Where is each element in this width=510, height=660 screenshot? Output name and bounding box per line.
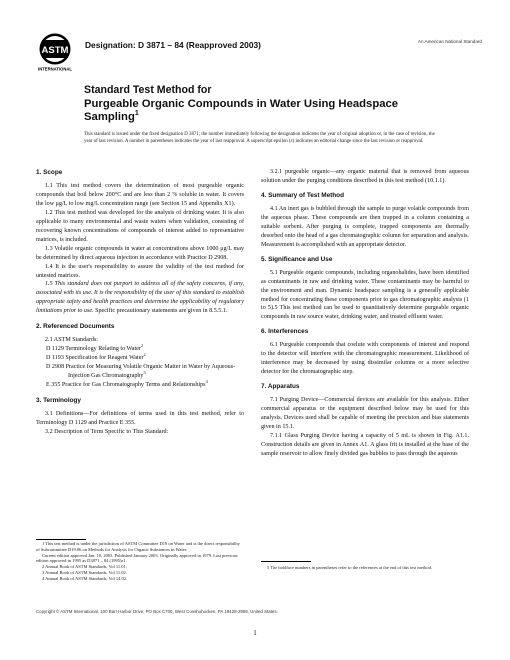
page-number: 1 — [253, 629, 257, 637]
paragraph-3-2: 3.2 Description of Term Specific to This Standard: — [45, 428, 169, 435]
section-heading-significance: 5. Significance and Use — [261, 255, 333, 263]
ref-text: E 355 Practice for Gas Chromatography Terms and Relationships — [46, 382, 206, 389]
footnotes-right — [261, 565, 469, 571]
section-heading-scope: 1. Scope — [36, 169, 63, 176]
ref-text: D 1193 Specification for Reagent Water — [46, 355, 144, 362]
footnote-4: 4 Annual Book of ASTM Standards, Vol 14.02. — [42, 575, 128, 581]
right-column — [261, 168, 469, 459]
ref-text: D 1129 Terminology Relating to Water — [46, 346, 141, 353]
paragraph-1-2: 1.2 This test method was developed for the analysis of drinking water. It is also applicable to many environmental and waste waters when validation, consisting of recovering known concentrations of compounds of interest added to representative matrices, is included. — [36, 209, 244, 243]
logo-subtext: INTERNATIONAL — [38, 66, 72, 72]
footnote-1b: Current edition approved Jan. 10, 2003. Published January 2003. Originally approved in 1979. Last previous edition approved in 1995 as D3871 – 84 (1995)ε1. — [36, 552, 238, 564]
ref-item — [36, 363, 244, 381]
safety-statement: 1.5 This standard does not purport to address all of the safety concerns, if any, associated with its use. It is the responsibility of the user of this standard to establish appropriate safety and health practices and determine the applicability of regulatory limitations prior to use. — [36, 281, 244, 315]
paragraph-1-3: 1.3 Volatile organic compounds in water at concentrations above 1000 μg/L may be determined by direct aqueous injection in accordance with Practice D 2908. — [36, 245, 244, 261]
footnote-divider-left — [36, 539, 86, 540]
paragraph-4-1: 4.1 An inert gas is bubbled through the sample to purge volatile compounds from the aqueous phase. These compounds are then trapped in a column containing a suitable sorbent. After purging is complete, trapped components are thermally desorbed onto the head of a gas chromatographic column for separation and analysis. Measurement is accomplished with an appropriate detector. — [261, 205, 469, 248]
ref-item — [36, 381, 244, 390]
issued-note: This standard is issued under the fixed designation D 3871; the number immediately following the designation indicates the year of original adoption or, in the case of revision, the year of last revision. A number in parentheses indicates the year of last reapproval. A superscript epsilon (ε) indicates an editorial change since the last revision or reapproval. — [84, 132, 435, 144]
logo-text: ASTM — [41, 45, 69, 56]
ref-text: D 2908 Practice for Measuring Volatile Organic Matter in Water by Aqueous-Injection Gas Chromatography — [46, 364, 236, 380]
section-heading-apparatus: 7. Apparatus — [261, 383, 300, 391]
paragraph-1-5 — [36, 280, 244, 316]
paragraph-7-1-1: 7.1.1 Glass Purging Device having a capacity of 5 mL is shown in Fig. A1.1. Construction details are given in Annex A1. A glass frit is installed at the base of the sample reservoir to allow finely divided gas bubbles to pass through the aqueous — [261, 433, 469, 457]
standard-label: Standard Test Method for — [84, 84, 212, 96]
footnotes-left — [36, 541, 244, 582]
paragraph-1-1: 1.1 This test method covers the determination of most purgeable organic compounds that boil below 200°C and are less than 2 % soluble in water. It covers the low μg/L to low mg/L concentration range (see Section 15 and Appendix X1). — [36, 183, 244, 207]
footnote-2: 2 Annual Book of ASTM Standards, Vol 11.01. — [42, 564, 127, 570]
safety-tail: Specific precautionary statements are given in 8.5.5.1. — [93, 308, 228, 315]
ref-footnote-mark: 4 — [205, 379, 208, 385]
paragraph-5-1: 5.1 Purgeable organic compounds, including organohalides, have been identified as contaminants in raw and drinking water. These contaminants may be harmful to the environment and man. Dynamic headspace sampling is a generally applicable method for concentrating these components prior to gas chromatographic analysis (1 to 5).5 This test method can be used to quantitatively determine purgeable organic compounds in raw source water, drinking water, and treated effluent water. — [261, 269, 469, 321]
paragraph-6-1: 6.1 Purgeable compounds that coelute with components of interest and respond to the detector will interfere with the chromatographic measurement. Likelihood of interference may be decreased by using dissimilar columns or a more selective detector for the chromatographic step. — [261, 342, 469, 376]
refs-subheading: 2.1 ASTM Standards: — [45, 337, 98, 344]
designation: Designation: D 3871 – 84 (Reapproved 2003) — [85, 40, 261, 50]
left-column — [36, 168, 244, 437]
ref-item — [36, 345, 244, 354]
footnote-5: 5 The boldface numbers in parentheses refer to the references at the end of this test method. — [267, 565, 432, 570]
footnote-1: 1 This test method is under the jurisdiction of ASTM Committee D19 on Water and is the direct responsibility of Subcommittee D19.06 on Methods for Analysis for Organic Substances in Water. — [36, 541, 240, 552]
section-heading-terminology: 3. Terminology — [36, 397, 81, 405]
org-label: An American National Standard — [417, 39, 482, 44]
ref-footnote-mark: 3 — [143, 370, 146, 376]
section-heading-references: 2. Referenced Documents — [36, 323, 115, 331]
footnote-divider-right — [261, 561, 311, 562]
section-heading-summary: 4. Summary of Test Method — [261, 191, 344, 199]
footnote-3: 3 Annual Book of ASTM Standards, Vol 11.02. — [42, 569, 127, 575]
ref-footnote-mark: 2 — [143, 352, 146, 358]
ref-item — [36, 354, 244, 363]
ref-footnote-mark: 2 — [140, 343, 144, 349]
page-title — [84, 98, 414, 124]
paragraph-3-2-1: 3.2.1 purgeable organic—any organic material that is removed from aqueous solution under the purging conditions described in this test method (10.1.1). — [261, 169, 469, 184]
copyright-line: Copyright © ASTM International, 100 Barr Harbor Drive, PO Box C700, West Conshohocken, PA 19428-2959, United States. — [36, 609, 278, 614]
section-heading-interferences: 6. Interferences — [261, 328, 309, 336]
paragraph-1-4: 1.4 It is the user's responsibility to assure the validity of the test method for untested matrices. — [36, 263, 244, 279]
paragraph-7-1: 7.1 Purging Device—Commercial devices are available for this analysis. Either commercial apparatus or the equipment described below may be used for this analysis. Devices used shall be capable of meeting the precision and bias statements given in 15.1. — [261, 397, 469, 431]
title-footnote-mark: 1 — [134, 110, 139, 118]
paragraph-3-1: 3.1 Definitions—For definitions of terms used in this test method, refer to Terminology D 1129 and Practice E 355. — [36, 411, 244, 426]
title-text: Purgeable Organic Compounds in Water Using Headspace Sampling — [84, 98, 399, 123]
astm-logo-icon — [36, 32, 74, 72]
